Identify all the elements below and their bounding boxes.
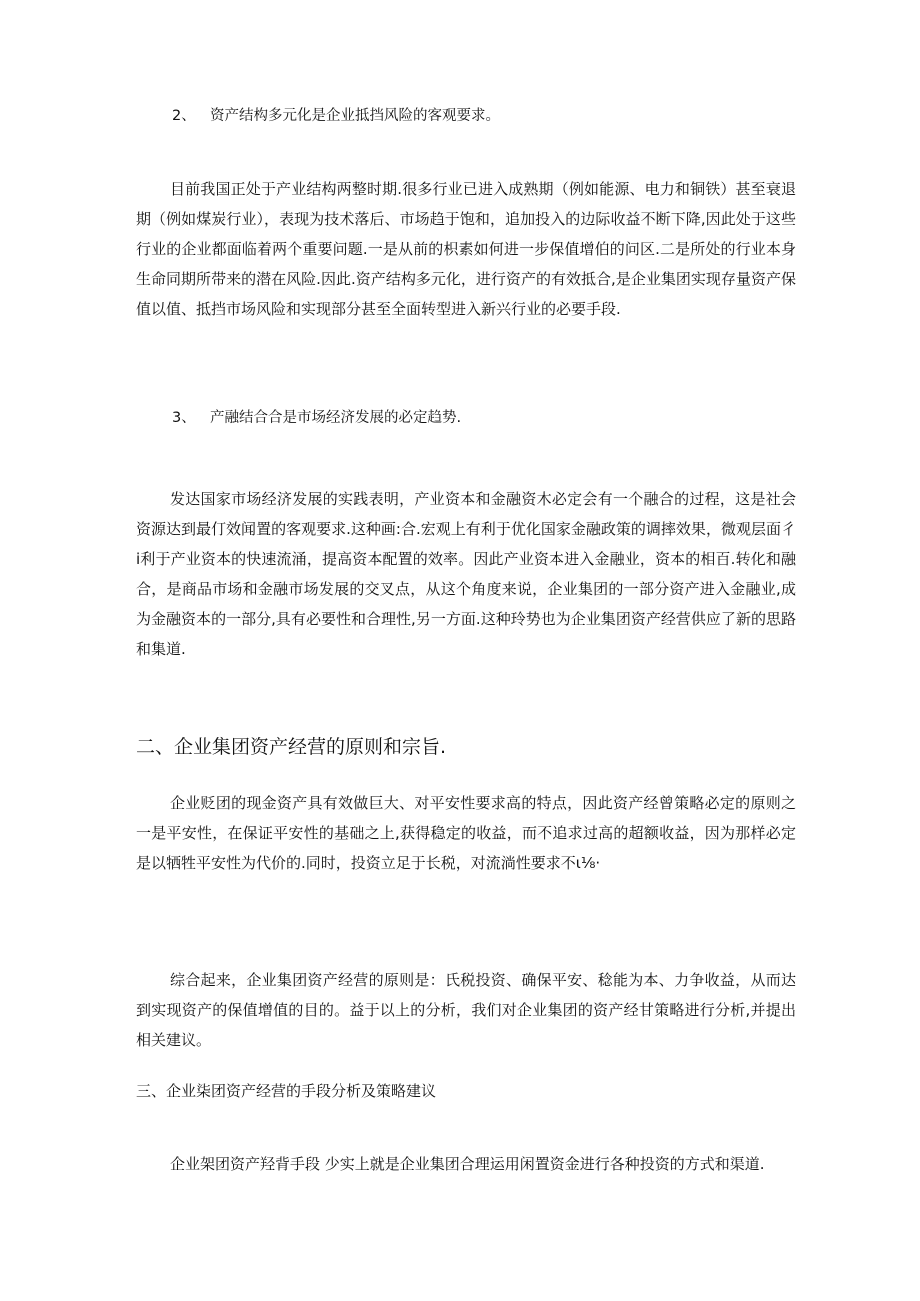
heading-2-number: 2、 bbox=[172, 108, 196, 124]
heading-2 bbox=[172, 106, 500, 126]
heading-2-text: 资产结构多元化是企业抵挡风险的客观要求。 bbox=[210, 108, 500, 124]
paragraph-principles-summary: 综合起来，企业集团资产经营的原则是：氏税投资、确保平安、稔能为本、力争收益，从而达到实现资产的保值增值的目的。益于以上的分析，我们对企业集团的资产经甘策略进行分析,并提出相关建议。 bbox=[136, 971, 796, 1049]
section-2-title: 二、企业集团资产经营的原则和宗旨. bbox=[136, 736, 447, 758]
paragraph-industry-finance: 发达国家市场经济发展的实践表明，产业资本和金融资木必定会有一个融合的过程，这是社会资源达到最仃效闻置的客观要求.这种画:合.宏观上有利于优化国家金融政策的调摔效果，微观层面彳i利于产业资本的快速流涌，提高资本配置的效率。因此产业资本进入金融业，资本的相百.转化和融合，是商品市场和金融市场发展的交叉点，从这个角度来说，企业集团的一部分资产进入金融业,成为金融资本的一部分,具有必要性和合理性,另一方面.这种玲势也为企业集团资产经营供应了新的思路和集道. bbox=[136, 490, 796, 658]
heading-3-number: 3、 bbox=[172, 410, 196, 426]
section-3-title: 三、企业柒团资产经营的手段分析及策略建议 bbox=[136, 1082, 437, 1100]
paragraph-industry-structure: 目前我国正处于产业结构两整时期.很多行业已进入成熟期（例如能源、电力和铜铁）甚至衰退期（例如煤炭行业），表现为技术落后、市场趋于饱和，追加投入的边际收益不断下降,因此处于这些行业的企业都面临着两个重要问题.一是从前的枳素如何进一步保值增伯的问区.二是所处的行业本身生命同期所带来的潜在风险.因此.资产结构多元化，进行资产的有效抵合,是企业集团实现存量资产保值以值、抵挡市场风险和实现部分甚至全面转型进入新兴行业的必要手段. bbox=[136, 180, 796, 318]
heading-3 bbox=[172, 408, 461, 428]
paragraph-cash-assets: 企业贬团的现金资产具有效做巨大、对平安性要求高的特点，因此资产经曾策略必定的原则之一是平安性，在保证平安性的基础之上,获得稳定的收益，而不追求过高的超额收益，因为那样必定是以牺牲平安性为代价的.同时，投资立足于长税，对流淌性要求不ι⅛· bbox=[136, 794, 796, 872]
paragraph-asset-management-means: 企业架团资产羟背手段 少实上就是企业集团合理运用闲置资金进行各种投资的方式和渠道. bbox=[170, 1155, 765, 1173]
heading-3-text: 产融结合合是市场经济发展的必定趋势. bbox=[210, 410, 462, 426]
